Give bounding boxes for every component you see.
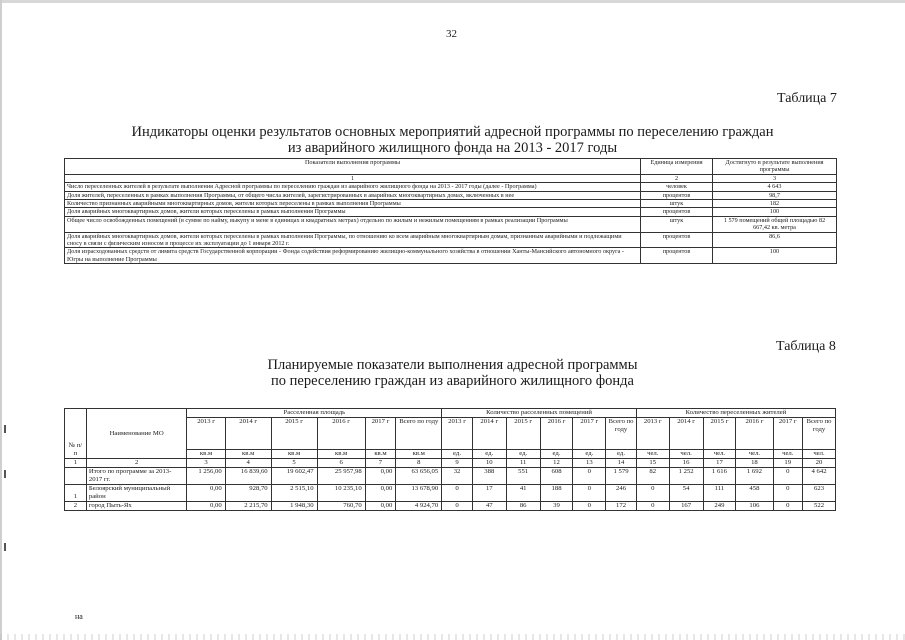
table-7-label: Таблица 7	[777, 91, 837, 106]
column-number: 12	[540, 459, 573, 468]
data-cell: 928,70	[225, 485, 271, 502]
unit-header: ед.	[472, 450, 506, 459]
data-cell: 1 616	[703, 468, 736, 485]
data-cell: 0	[442, 485, 473, 502]
data-cell: 188	[540, 485, 573, 502]
group-header-rooms: Количество расселенных помещений	[442, 409, 637, 418]
year-header: Всего по году	[803, 418, 836, 450]
value-cell: 100	[713, 208, 837, 216]
data-cell: 47	[472, 502, 506, 511]
column-number: 3	[187, 459, 225, 468]
column-number: 17	[703, 459, 736, 468]
margin-mark	[4, 470, 6, 478]
indicators-table	[64, 158, 837, 264]
data-cell: 167	[669, 502, 703, 511]
municipality-name: город Пыть-Ях	[86, 502, 187, 511]
group-header-row	[65, 409, 836, 418]
column-number: 19	[773, 459, 803, 468]
scan-edge	[0, 0, 905, 3]
unit-header: чел.	[803, 450, 836, 459]
year-header: 2013 г	[442, 418, 473, 450]
data-cell: 522	[803, 502, 836, 511]
data-cell: 388	[472, 468, 506, 485]
unit-header: ед.	[506, 450, 540, 459]
scan-edge	[0, 634, 905, 640]
header-cell: Показатели выполнения программы	[65, 159, 641, 175]
page-number: 32	[446, 28, 457, 40]
unit-header: кв.м	[225, 450, 271, 459]
column-number: 3	[713, 174, 837, 182]
column-number: 2	[641, 174, 713, 182]
municipality-name: Белоярский муниципальный район	[86, 485, 187, 502]
unit-header: чел.	[773, 450, 803, 459]
table-7-title-line-2: из аварийного жилищного фонда на 2013 - 2017 годы	[287, 140, 618, 156]
data-cell: 0	[442, 502, 473, 511]
table-row	[65, 183, 837, 191]
data-cell: 0,00	[187, 502, 225, 511]
data-cell: 0	[773, 485, 803, 502]
unit-cell: штук	[641, 200, 713, 208]
year-header: 2017 г	[573, 418, 606, 450]
data-cell: 0,00	[365, 485, 396, 502]
data-cell: 32	[442, 468, 473, 485]
value-cell: 182	[713, 200, 837, 208]
data-cell: 0,00	[365, 502, 396, 511]
data-cell: 246	[606, 485, 637, 502]
data-cell: 17	[472, 485, 506, 502]
column-number: 6	[317, 459, 365, 468]
planned-indicators-table	[64, 408, 836, 511]
margin-mark	[4, 425, 6, 433]
data-cell: 19 602,47	[271, 468, 317, 485]
data-cell: 760,70	[317, 502, 365, 511]
data-cell: 4 924,70	[396, 502, 442, 511]
data-cell: 0,00	[365, 468, 396, 485]
data-cell: 0,00	[187, 485, 225, 502]
column-number: 10	[472, 459, 506, 468]
data-cell: 82	[636, 468, 669, 485]
table-row	[65, 468, 836, 485]
unit-cell: процентов	[641, 208, 713, 216]
indicator-cell: Доля аварийных многоквартирных домов, жители которых переселены в рамках выполнения Программы	[65, 208, 641, 216]
table-row	[65, 208, 837, 216]
data-cell: 1 948,30	[271, 502, 317, 511]
data-cell: 551	[506, 468, 540, 485]
data-cell: 0	[573, 485, 606, 502]
unit-cell: человек	[641, 183, 713, 191]
year-header: 2016 г	[317, 418, 365, 450]
header-cell: Единица измерения	[641, 159, 713, 175]
year-header: 2015 г	[703, 418, 736, 450]
municipality-name: Итого по программе за 2013-2017 гг.	[86, 468, 187, 485]
data-cell: 41	[506, 485, 540, 502]
year-header: 2013 г	[636, 418, 669, 450]
row-number-header: № п/п	[65, 409, 87, 459]
scan-edge	[0, 0, 2, 640]
unit-header: чел.	[636, 450, 669, 459]
unit-cell: штук	[641, 216, 713, 232]
group-header-people: Количество переселенных жителей	[636, 409, 835, 418]
data-cell: 63 656,05	[396, 468, 442, 485]
data-cell: 0	[636, 502, 669, 511]
table-8-label: Таблица 8	[776, 339, 836, 354]
column-number: 7	[365, 459, 396, 468]
year-header: 2014 г	[225, 418, 271, 450]
column-number: 16	[669, 459, 703, 468]
data-cell: 86	[506, 502, 540, 511]
table-8-title-line-2: по переселению граждан из аварийного жилищного фонда	[271, 373, 634, 389]
year-header: 2017 г	[773, 418, 803, 450]
unit-header: ед.	[606, 450, 637, 459]
indicator-cell: Доля жителей, переселенных в рамках выполнения Программы, от общего числа жителей, зарегистрированных в аварийных многоквартирных домах, включенных в нее	[65, 191, 641, 199]
table-row	[65, 216, 837, 232]
data-cell: 1 252	[669, 468, 703, 485]
unit-header: ед.	[573, 450, 606, 459]
table-row	[65, 191, 837, 199]
municipality-header: Наименование МО	[86, 409, 187, 459]
unit-header: кв.м	[271, 450, 317, 459]
column-number: 4	[225, 459, 271, 468]
data-cell: 2 215,70	[225, 502, 271, 511]
data-cell: 249	[703, 502, 736, 511]
data-cell: 172	[606, 502, 637, 511]
column-number: 8	[396, 459, 442, 468]
column-number: 5	[271, 459, 317, 468]
indicator-cell: Число переселенных жителей в результате выполнения Адресной программы по переселению граждан из аварийного жилищного фонда на 2013 - 2017 годы (далее - Программа)	[65, 183, 641, 191]
column-number: 18	[736, 459, 773, 468]
row-number	[65, 468, 87, 485]
year-header: 2017 г	[365, 418, 396, 450]
data-cell: 1 256,00	[187, 468, 225, 485]
data-cell: 1 579	[606, 468, 637, 485]
table-row	[65, 200, 837, 208]
unit-cell: процентов	[641, 191, 713, 199]
table-row	[65, 485, 836, 502]
value-cell: 98,7	[713, 191, 837, 199]
data-cell: 1 692	[736, 468, 773, 485]
table-row	[65, 502, 836, 511]
value-cell: 1 579 помещений общей площадью 82 667,42 кв. метра	[713, 216, 837, 232]
data-cell: 0	[573, 468, 606, 485]
table-8-title-line-1: Планируемые показатели выполнения адресной программы	[267, 357, 638, 373]
year-header: 2014 г	[669, 418, 703, 450]
indicator-cell: Количество признанных аварийными многоквартирных домов, жители которых переселены в рамках выполнения Программы	[65, 200, 641, 208]
unit-header: кв.м	[396, 450, 442, 459]
data-cell: 54	[669, 485, 703, 502]
indicator-cell: Доля израсходованных средств от лимита средств Государственной корпорации - Фонда содействия реформированию жилищно-коммунального хозяйства в отношении Ханты-Мансийского автономного округа - Югры на выполнение Программы	[65, 248, 641, 264]
data-cell: 0	[636, 485, 669, 502]
data-cell: 0	[773, 502, 803, 511]
data-cell: 111	[703, 485, 736, 502]
table-row	[65, 248, 837, 264]
column-number: 11	[506, 459, 540, 468]
data-cell: 2 515,10	[271, 485, 317, 502]
column-number: 15	[636, 459, 669, 468]
unit-header: кв.м	[365, 450, 396, 459]
unit-header: кв.м	[187, 450, 225, 459]
value-cell: 86,6	[713, 232, 837, 248]
unit-header: кв.м	[317, 450, 365, 459]
data-cell: 608	[540, 468, 573, 485]
header-cell: Достигнуто в результате выполнения программы	[713, 159, 837, 175]
column-number: 14	[606, 459, 637, 468]
footer-text: на	[75, 612, 83, 621]
indicator-cell: Доля аварийных многоквартирных домов, жители которых переселены в рамках выполнения Программы, по отношению ко всем аварийным многоквартирным домам, признанным аварийными и подлежащими сносу в связи с физическим износом в процессе их эксплуатации до 1 января 2012 г.	[65, 232, 641, 248]
data-cell: 4 642	[803, 468, 836, 485]
table-7-title-line-1: Индикаторы оценки результатов основных мероприятий адресной программы по переселению граждан	[131, 124, 774, 140]
unit-cell: процентов	[641, 232, 713, 248]
year-header: 2016 г	[736, 418, 773, 450]
year-header: 2015 г	[271, 418, 317, 450]
column-number-row	[65, 174, 837, 182]
year-header: 2014 г	[472, 418, 506, 450]
year-header: Всего по году	[606, 418, 637, 450]
table-header-row	[65, 159, 837, 175]
column-number: 13	[573, 459, 606, 468]
data-cell: 39	[540, 502, 573, 511]
table-row	[65, 232, 837, 248]
unit-header: чел.	[669, 450, 703, 459]
year-header: 2016 г	[540, 418, 573, 450]
column-number: 9	[442, 459, 473, 468]
unit-cell: процентов	[641, 248, 713, 264]
column-number: 1	[65, 174, 641, 182]
margin-mark	[4, 543, 6, 551]
value-cell: 4 643	[713, 183, 837, 191]
data-cell: 0	[773, 468, 803, 485]
year-header: 2013 г	[187, 418, 225, 450]
data-cell: 623	[803, 485, 836, 502]
data-cell: 0	[573, 502, 606, 511]
column-number-row	[65, 459, 836, 468]
column-number: 20	[803, 459, 836, 468]
year-header: Всего по году	[396, 418, 442, 450]
data-cell: 458	[736, 485, 773, 502]
data-cell: 10 235,10	[317, 485, 365, 502]
data-cell: 16 839,60	[225, 468, 271, 485]
indicator-cell: Общее число освобожденных помещений (в сумме по найму, выкупу и мене в единицах и квадратных метрах) отдельно по жилым и нежилым помещениям в рамках реализации Программы	[65, 216, 641, 232]
data-cell: 25 957,98	[317, 468, 365, 485]
unit-header: чел.	[736, 450, 773, 459]
row-number: 1	[65, 485, 87, 502]
value-cell: 100	[713, 248, 837, 264]
unit-header: ед.	[540, 450, 573, 459]
column-number: 1	[65, 459, 87, 468]
row-number: 2	[65, 502, 87, 511]
unit-header: чел.	[703, 450, 736, 459]
unit-header: ед.	[442, 450, 473, 459]
column-number: 2	[86, 459, 187, 468]
data-cell: 106	[736, 502, 773, 511]
year-header: 2015 г	[506, 418, 540, 450]
data-cell: 13 678,90	[396, 485, 442, 502]
group-header-area: Расселенная площадь	[187, 409, 442, 418]
